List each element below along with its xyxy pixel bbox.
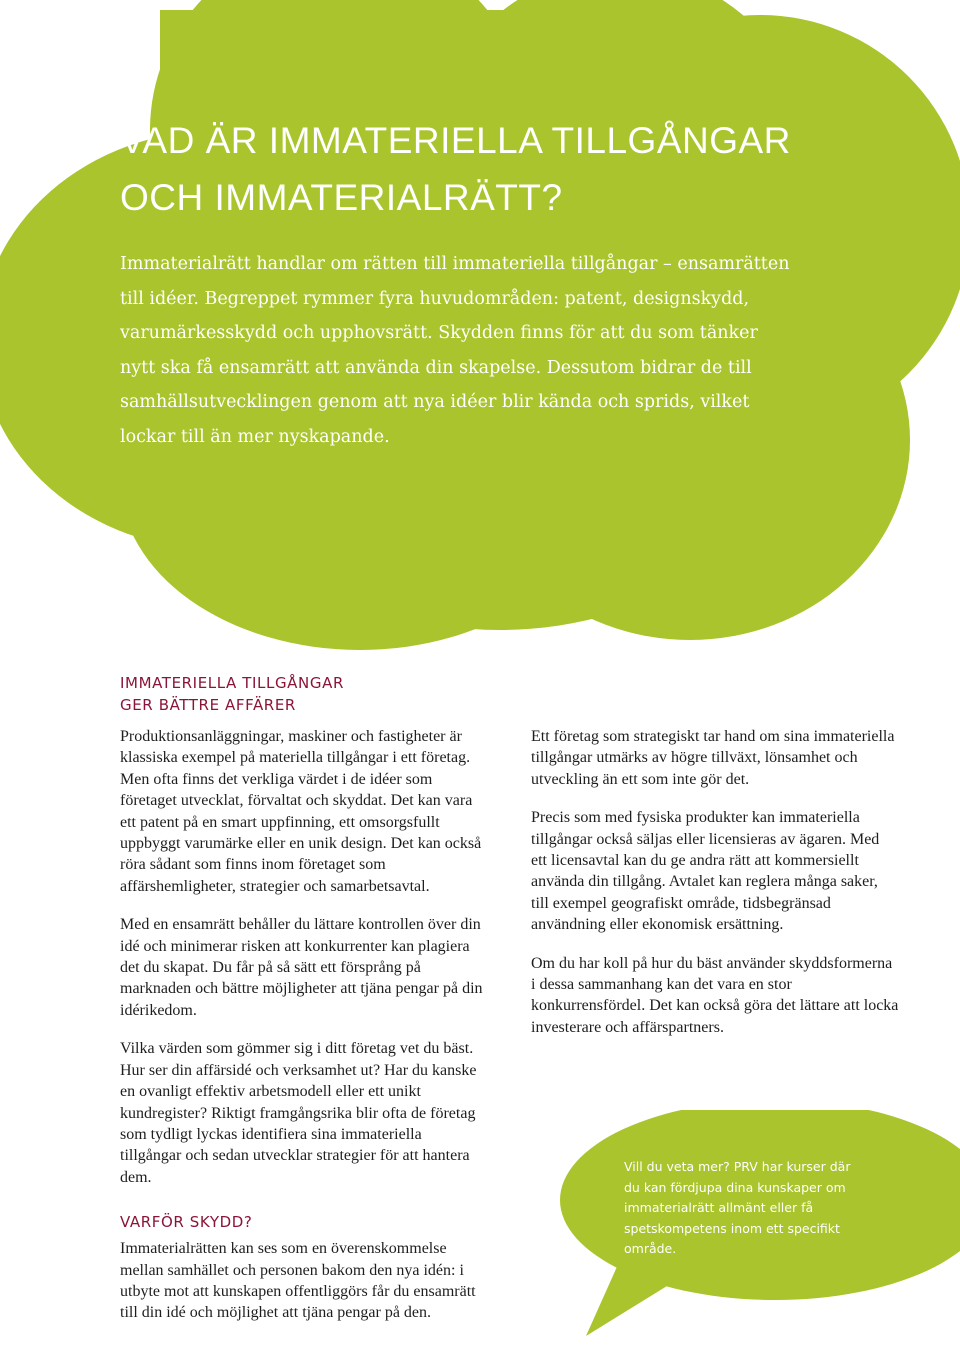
title-line-2: OCH IMMATERIALRÄTT? xyxy=(120,177,563,218)
paragraph: Immaterialrätten kan ses som en överenskommelse mellan samhället och personen bakom den nya idén: i utbyte mot att kunskapen offentliggörs får du ensamrätt till din idé och möjlighet att tjäna pengar på den. xyxy=(120,1240,476,1322)
section-heading-assets xyxy=(120,672,486,716)
left-column xyxy=(120,672,486,1341)
section-heading-why-protection: VARFÖR SKYDD? xyxy=(120,1213,253,1232)
paragraph: Produktionsanläggningar, maskiner och fastigheter är klassiska exempel på materiella tillgångar i ett företag. Men ofta finns det verkliga värdet i de idéer som företaget utvecklat, förvaltat och skyddat. Det kan vara ett patent på en smart uppfinning, ett omsorgsfullt uppbyggt varumärke eller en unik design. Det kan också röra sådant som finns inom företaget som affärshemligheter, strategier och samarbetsavtal. xyxy=(120,728,482,895)
page-title xyxy=(120,112,800,226)
callout-text: Vill du veta mer? PRV har kurser där du kan fördjupa dina kunskaper om immaterialrätt allmänt eller få spetskompetens inom ett specifikt område. xyxy=(624,1159,851,1256)
hero-section xyxy=(120,112,800,454)
paragraph: Om du har koll på hur du bäst använder skyddsformerna i dessa sammanhang kan det vara en stor konkurrensfördel. Det kan också göra det lättare att locka investerare och affärspartners. xyxy=(531,954,899,1036)
paragraph: Vilka värden som gömmer sig i ditt företag vet du bäst. Hur ser din affärsidé och verksamhet ut? Har du kanske en ovanligt effektiv arbetsmodell eller ett unikt kundregister? Riktigt framgångsrika blir ofta de företag som tydligt lyckas identifiera sina immateriella tillgångar och sedan utvecklar strategier för att hantera dem. xyxy=(120,1040,477,1186)
right-column xyxy=(531,726,899,1055)
paragraph: Ett företag som strategiskt tar hand om sina immateriella tillgångar utmärks av högre tillväxt, lönsamhet och utveckling än ett som inte gör det. xyxy=(531,728,895,788)
paragraph: Med en ensamrätt behåller du lättare kontrollen över din idé och minimerar risken att konkurrenter kan plagiera det du skapat. Du får på så sätt ett försprång på marknaden och bättre möjligheter att tjäna pengar på din idérikedom. xyxy=(120,916,483,1019)
title-line-1: VAD ÄR IMMATERIELLA TILLGÅNGAR xyxy=(120,120,791,161)
section-heading-line-2: GER BÄTTRE AFFÄRER xyxy=(120,696,296,714)
paragraph: Precis som med fysiska produkter kan immateriella tillgångar också säljas eller licensieras av ägaren. Med ett licensavtal kan du ge andra rätt att kommersiellt använda din tillgång. Avtalet kan reglera många saker, till exempel geografiskt område, tidsbegränsad användning eller ekonomisk ersättning. xyxy=(531,809,880,934)
intro-text: Immaterialrätt handlar om rätten till immateriella tillgångar – ensamrätten till idéer. Begreppet rymmer fyra huvudområden: patent, designskydd, varumärkesskydd och upphovsrätt. Skydden finns för att du som tänker nytt ska få ensamrätt att använda din skapelse. Dessutom bidrar de till samhällsutvecklingen genom att nya idéer blir kända och sprids, vilket lockar till än mer nyskapande. xyxy=(120,254,790,447)
section-heading-line-1: IMMATERIELLA TILLGÅNGAR xyxy=(120,674,344,692)
